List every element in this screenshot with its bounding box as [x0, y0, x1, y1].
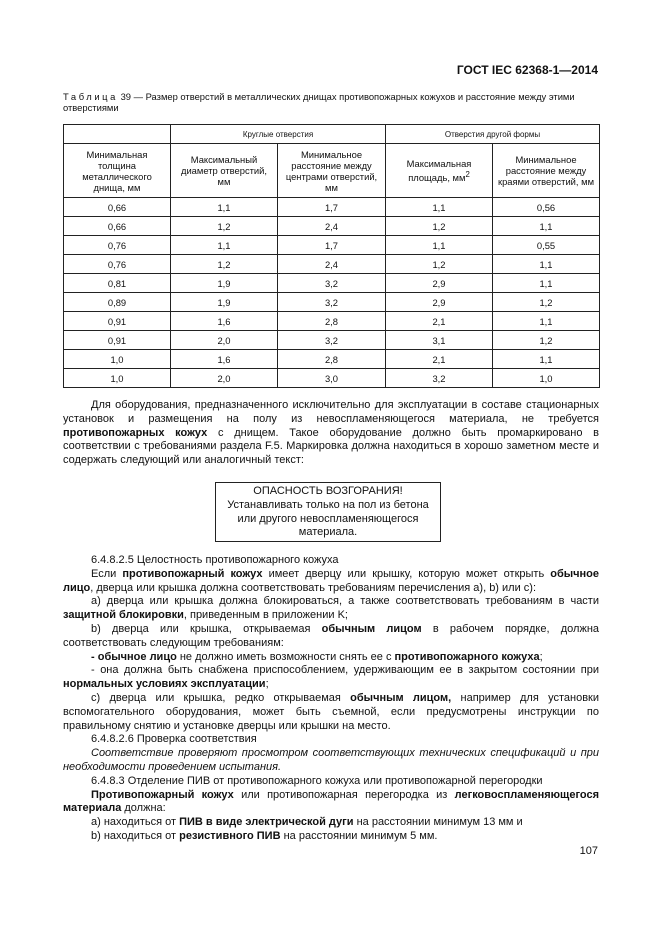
table-cell: 1,9 [171, 274, 278, 293]
table-cell: 1,1 [171, 198, 278, 217]
table-row [64, 274, 600, 293]
holes-table [63, 124, 600, 388]
section-heading: 6.4.8.2.6 Проверка соответствия [91, 733, 257, 746]
term-fire-enclosure: противопожарных кожух [63, 426, 208, 439]
table-row [64, 312, 600, 331]
table-cell: 1,2 [493, 293, 600, 312]
table-cell: 0,56 [493, 198, 600, 217]
table-cell: 0,66 [64, 217, 171, 236]
group-header-other: Отверстия другой формы [386, 125, 600, 144]
list-item: b) дверца или крышка, открываемая обычным лицом в рабочем порядке, должна соответствовать следующим требованиям: [63, 622, 600, 649]
table-body [64, 198, 600, 388]
table-row [64, 255, 600, 274]
unit-superscript: 2 [465, 169, 470, 179]
list-item: с) дверца или крышка, редко открываемая обычным лицом, например для установки вспомогательного оборудования, может быть съемной, если предусмотрены инструкции по правильному снятию и установке дверцы или крышки на место. [63, 691, 599, 732]
table-cell: 0,55 [493, 236, 600, 255]
column-header: Максимальный диаметр отверстий, мм [171, 144, 278, 198]
table-cell: 1,2 [171, 217, 278, 236]
table-cell: 1,6 [171, 312, 278, 331]
table-row [64, 236, 600, 255]
table-cell: 1,7 [278, 236, 386, 255]
table-corner-cell [64, 125, 171, 144]
paragraph: Соответствие проверяют просмотром соответствующих технических спецификаций и при необходимости проведением испытания. [63, 747, 599, 773]
table-cell: 1,6 [171, 350, 278, 369]
column-header: Минимальная толщина металлического днища, мм [64, 144, 171, 198]
dash-item: - она должна быть снабжена приспособлением, удерживающим ее в закрытом состоянии при нормальных условиях эксплуатации; [63, 664, 599, 691]
table-header-row [64, 144, 600, 198]
section-heading: 6.4.8.2.5 Целостность противопожарного кожуха [91, 554, 339, 566]
table-cell: 2,9 [386, 274, 493, 293]
table-cell: 1,1 [493, 255, 600, 274]
table-cell: 0,76 [64, 255, 171, 274]
table-cell: 1,7 [278, 198, 386, 217]
table-cell: 2,4 [278, 255, 386, 274]
marking-paragraph: Для оборудования, предназначенного исключительно для эксплуатации в составе стационарных установок и размещения на полу из невоспламеняющегося материала, не требуется противопожарных кожух с днищем. Такое оборудование должно быть промаркировано в соответствии с требованиями раздела F.5. Маркировка должна находиться в хорошо заметном месте и содержать следующий или аналогичный текст: [63, 399, 599, 467]
table-cell: 3,0 [278, 369, 386, 388]
table-cell: 1,1 [493, 350, 600, 369]
column-header: Минимальное расстояние между центрами отверстий, мм [278, 144, 386, 198]
table-cell: 1,2 [386, 217, 493, 236]
table-cell: 1,1 [493, 274, 600, 293]
table-cell: 1,1 [493, 217, 600, 236]
section-heading: 6.4.8.3 Отделение ПИВ от противопожарного кожуха или противопожарной перегородки [91, 774, 543, 787]
table-cell: 1,2 [386, 255, 493, 274]
table-row [64, 331, 600, 350]
table-caption-text: 39 — Размер отверстий в металлических днищах противопожарных кожухов и расстояние между этими отверстиями [63, 91, 575, 113]
table-cell: 1,0 [493, 369, 600, 388]
table-cell: 2,1 [386, 350, 493, 369]
table-cell: 1,0 [64, 350, 171, 369]
table-cell: 2,8 [278, 350, 386, 369]
table-cell: 3,2 [278, 331, 386, 350]
table-row [64, 198, 600, 217]
table-cell: 3,2 [386, 369, 493, 388]
table-cell: 2,1 [386, 312, 493, 331]
table-cell: 1,1 [386, 198, 493, 217]
table-cell: 1,1 [171, 236, 278, 255]
table-row [64, 369, 600, 388]
table-row [64, 293, 600, 312]
paragraph: Противопожарный кожух или противопожарная перегородка из легковоспламеняющегося материала должна: [63, 788, 599, 815]
column-header-text: Максимальная площадь, мм [406, 157, 472, 184]
warning-line: Устанавливать только на пол из бетона [227, 498, 429, 511]
section-body [63, 554, 599, 844]
page-number: 107 [579, 845, 598, 857]
table-group-header-row [64, 125, 600, 144]
table-cell: 1,1 [493, 312, 600, 331]
table-cell: 2,9 [386, 293, 493, 312]
table-cell: 2,0 [171, 331, 278, 350]
warning-box [215, 482, 441, 542]
table-cell: 2,8 [278, 312, 386, 331]
table-cell: 0,91 [64, 312, 171, 331]
table-cell: 0,91 [64, 331, 171, 350]
table-cell: 0,81 [64, 274, 171, 293]
list-item: а) находиться от ПИВ в виде электрической дуги на расстоянии минимум 13 мм и [91, 816, 523, 829]
column-header [386, 144, 493, 198]
table-caption-label: Таблица [63, 91, 118, 102]
table-cell: 0,89 [64, 293, 171, 312]
warning-line: материала. [298, 526, 358, 539]
warning-line: или другого невоспламеняющегося [237, 512, 419, 525]
table-cell: 1,0 [64, 369, 171, 388]
table-caption [63, 91, 599, 113]
table-cell: 3,1 [386, 331, 493, 350]
table-cell: 1,2 [493, 331, 600, 350]
table-cell: 2,4 [278, 217, 386, 236]
table-cell: 1,9 [171, 293, 278, 312]
table-cell: 0,66 [64, 198, 171, 217]
dash-item: - обычное лицо не должно иметь возможности снять ее с противопожарного кожуха; [91, 650, 543, 663]
column-header: Минимальное расстояние между краями отверстий, мм [493, 144, 600, 198]
list-item: b) находиться от резистивного ПИВ на расстоянии минимум 5 мм. [91, 829, 438, 842]
group-header-round: Круглые отверстия [171, 125, 386, 144]
warning-title: ОПАСНОСТЬ ВОЗГОРАНИЯ! [253, 485, 403, 497]
table-row [64, 217, 600, 236]
table-row [64, 350, 600, 369]
standard-designation: ГОСТ IEC 62368-1—2014 [456, 63, 598, 77]
list-item: а) дверца или крышка должна блокироваться, а также соответствовать требованиям в части защитной блокировки, приведенным в приложении K; [63, 595, 599, 622]
table-cell: 2,0 [171, 369, 278, 388]
table-cell: 1,2 [171, 255, 278, 274]
table-cell: 3,2 [278, 274, 386, 293]
table-cell: 0,76 [64, 236, 171, 255]
table-cell: 1,1 [386, 236, 493, 255]
table-cell: 3,2 [278, 293, 386, 312]
paragraph: Если противопожарный кожух имеет дверцу или крышку, которую может открыть обычное лицо, дверца или крышка должна соответствовать требованиям перечисления а), b) или с): [63, 567, 600, 594]
